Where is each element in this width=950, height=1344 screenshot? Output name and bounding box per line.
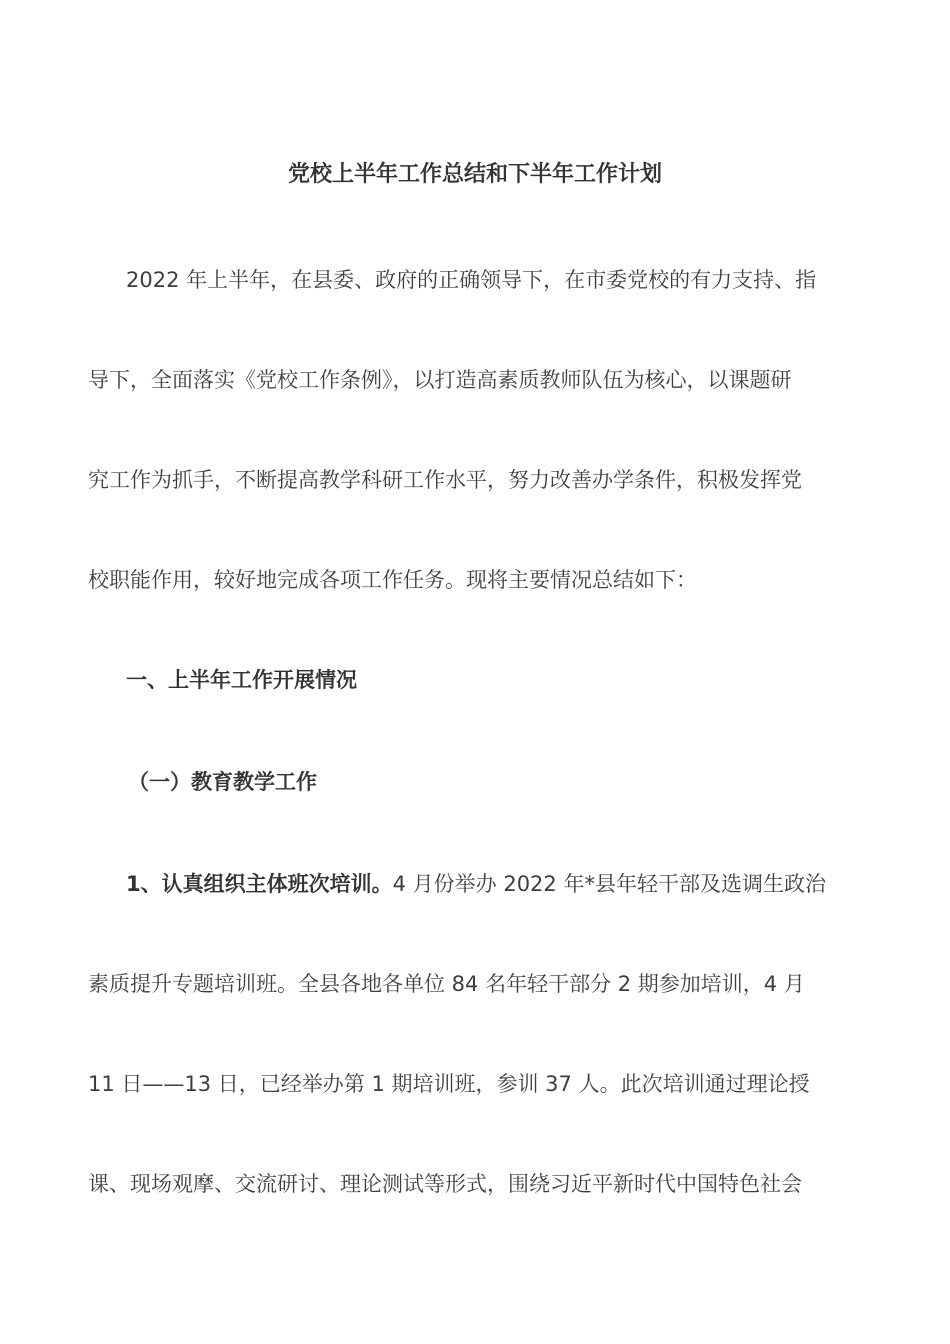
item-1-first-line	[126, 868, 826, 900]
intro-line-2: 导下，全面落实《党校工作条例》，以打造高素质教师队伍为核心，以课题研	[88, 368, 792, 392]
document-title: 党校上半年工作总结和下半年工作计划	[287, 162, 662, 187]
subsection-heading-1: （一）教育教学工作	[128, 770, 317, 794]
item-1-line-4: 课、现场观摩、交流研讨、理论测试等形式，围绕习近平新时代中国特色社会	[88, 1172, 802, 1196]
item-1-line-3: 11 日——13 日，已经举办第 1 期培训班，参训 37 人。此次培训通过理论授	[88, 1072, 810, 1096]
intro-line-1: 2022 年上半年，在县委、政府的正确领导下，在市委党校的有力支持、指	[126, 268, 817, 292]
intro-line-4: 校职能作用，较好地完成各项工作任务。现将主要情况总结如下：	[88, 568, 697, 592]
intro-line-3: 究工作为抓手，不断提高教学科研工作水平，努力改善办学条件，积极发挥党	[88, 468, 802, 492]
item-1-first-line-rest: 4 月份举办 2022 年*县年轻干部及选调生政治	[392, 872, 826, 896]
item-1-lead: 1、认真组织主体班次培训。	[126, 872, 393, 896]
section-heading-1: 一、上半年工作开展情况	[126, 668, 357, 692]
item-1-line-2: 素质提升专题培训班。全县各地各单位 84 名年轻干部分 2 期参加培训，4 月	[88, 972, 805, 996]
